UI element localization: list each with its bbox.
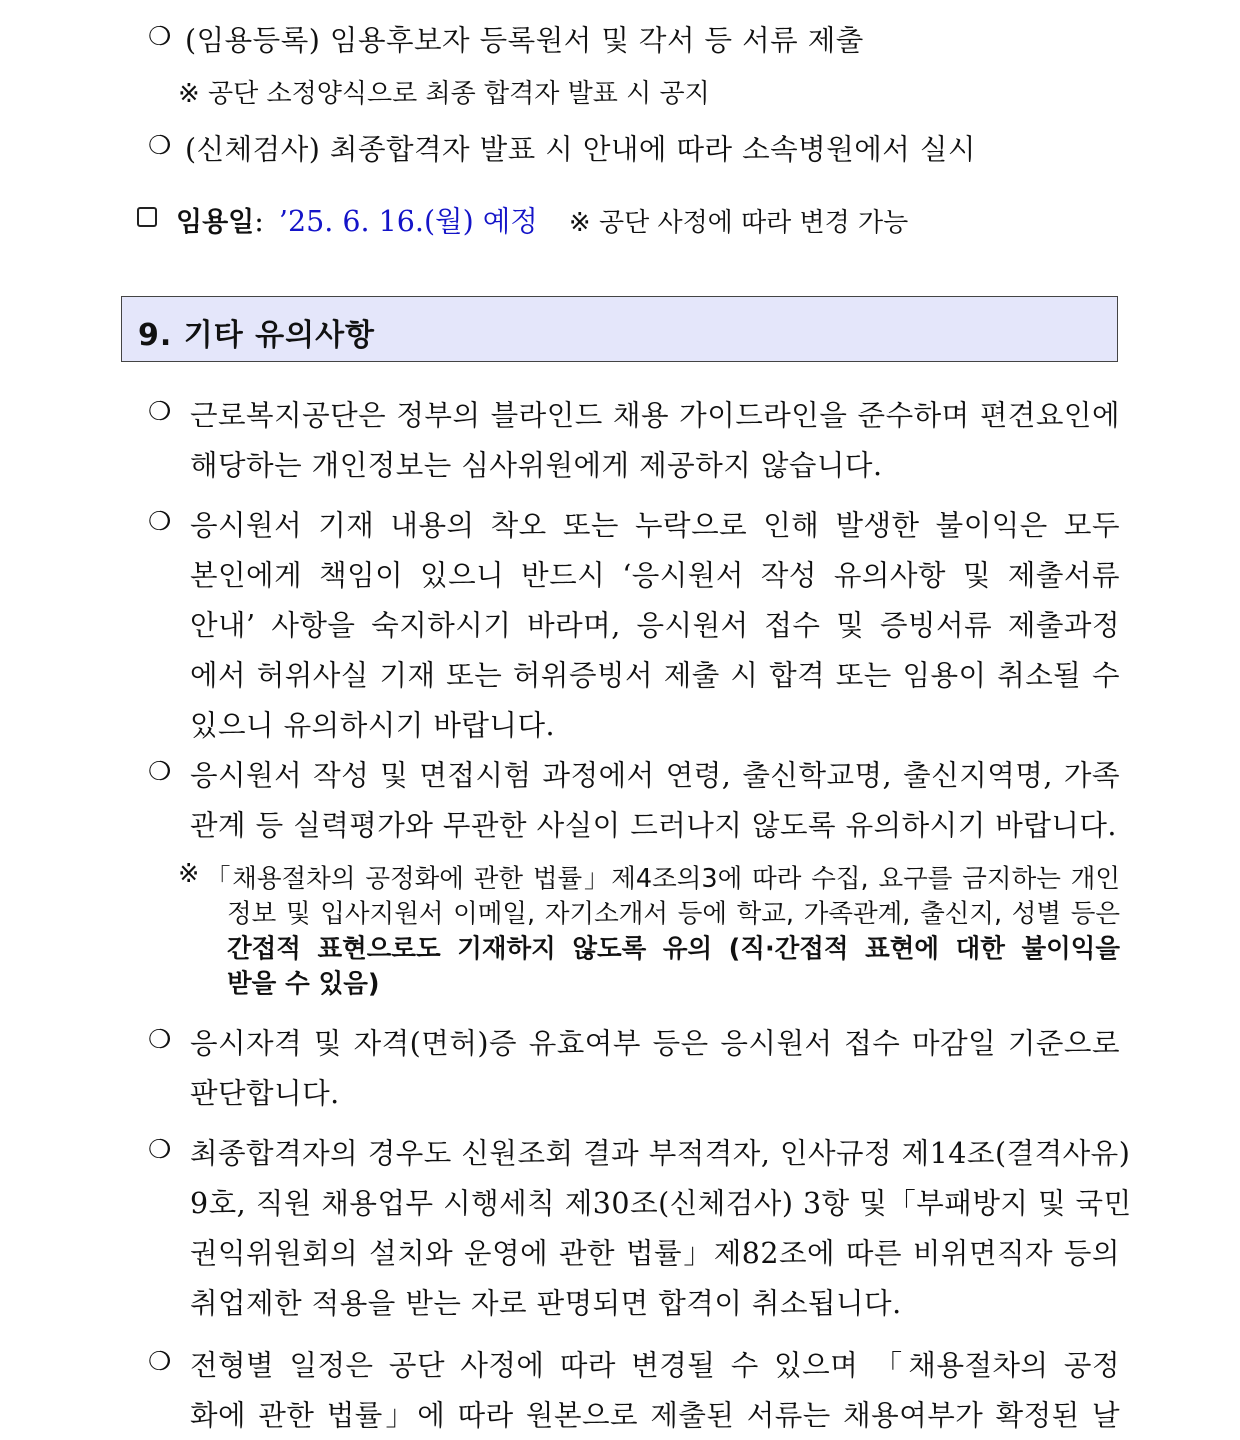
- notice-license-validity-line1: 응시자격 및 자격(면허)증 유효여부 등은 응시원서 접수 마감일 기준으로: [190, 1027, 1120, 1060]
- bullet-icon: ❍: [148, 1347, 172, 1377]
- law-note-line4-bold: 받을 수 있음): [227, 969, 380, 999]
- bullet-icon: ❍: [148, 1135, 172, 1165]
- bullet-icon: ❍: [148, 507, 172, 537]
- notice-schedule-line2: 화에 관한 법률」에 따라 원본으로 제출된 서류는 채용여부가 확정된 날: [190, 1399, 1120, 1432]
- section-title: 9. 기타 유의사항: [138, 318, 376, 353]
- notice-application-errors-line2: 본인에게 책임이 있으니 반드시 ‘응시원서 작성 유의사항 및 제출서류: [190, 559, 1120, 592]
- law-note-line2: 정보 및 입사지원서 이메일, 자기소개서 등에 학교, 가족관계, 출신지, 성별 등은: [227, 899, 1120, 929]
- checkbox-square-icon: [137, 207, 157, 227]
- bullet-icon: ❍: [148, 131, 172, 161]
- notice-disqualification-line3: 권익위원회의 설치와 운영에 관한 법률」제82조에 따른 비위면직자 등의: [190, 1237, 1120, 1270]
- bullet-icon: ❍: [148, 397, 172, 427]
- appointment-date: ’25. 6. 16.(월) 예정: [278, 205, 538, 238]
- list-item-registration: (임용등록) 임용후보자 등록원서 및 각서 등 서류 제출: [185, 24, 864, 57]
- notice-disqualification-line2: 9호, 직원 채용업무 시행세칙 제30조(신체검사) 3항 및「부패방지 및 국민: [190, 1187, 1132, 1220]
- notice-application-errors-line4: 에서 허위사실 기재 또는 허위증빙서 제출 시 합격 또는 임용이 취소될 수: [190, 659, 1120, 692]
- reference-mark: ※: [178, 859, 200, 889]
- notice-license-validity-line2: 판단합니다.: [190, 1077, 340, 1110]
- notice-disqualification-line4: 취업제한 적용을 받는 자로 판명되면 합격이 취소됩니다.: [190, 1287, 902, 1320]
- notice-disqualification-line1: 최종합격자의 경우도 신원조회 결과 부적격자, 인사규정 제14조(결격사유): [190, 1137, 1131, 1170]
- appointment-label: 임용일: [176, 207, 255, 238]
- notice-unrelated-info-line2: 관계 등 실력평가와 무관한 사실이 드러나지 않도록 유의하시기 바랍니다.: [190, 809, 1117, 842]
- bullet-icon: ❍: [148, 1025, 172, 1055]
- notice-blind-hiring-line1: 근로복지공단은 정부의 블라인드 채용 가이드라인을 준수하며 편견요인에: [190, 399, 1120, 432]
- registration-note: ※ 공단 소정양식으로 최종 합격자 발표 시 공지: [178, 79, 710, 109]
- bullet-icon: ❍: [148, 22, 172, 52]
- appointment-note: ※ 공단 사정에 따라 변경 가능: [568, 208, 909, 238]
- list-item-medical-check: (신체검사) 최종합격자 발표 시 안내에 따라 소속병원에서 실시: [185, 133, 976, 166]
- notice-application-errors-line5: 있으니 유의하시기 바랍니다.: [190, 709, 556, 742]
- law-note-line1: 「채용절차의 공정화에 관한 법률」제4조의3에 따라 수집, 요구를 금지하는 개인: [205, 864, 1120, 894]
- appointment-row: [176, 199, 908, 240]
- bullet-icon: ❍: [148, 757, 172, 787]
- notice-schedule-line1: 전형별 일정은 공단 사정에 따라 변경될 수 있으며 「채용절차의 공정: [190, 1349, 1120, 1382]
- notice-unrelated-info-line1: 응시원서 작성 및 면접시험 과정에서 연령, 출신학교명, 출신지역명, 가족: [190, 759, 1120, 792]
- notice-blind-hiring-line2: 해당하는 개인정보는 심사위원에게 제공하지 않습니다.: [190, 449, 883, 482]
- notice-application-errors-line3: 안내’ 사항을 숙지하시기 바라며, 응시원서 접수 및 증빙서류 제출과정: [190, 609, 1120, 642]
- appointment-colon: :: [254, 205, 264, 238]
- notice-application-errors-line1: 응시원서 기재 내용의 착오 또는 누락으로 인해 발생한 불이익은 모두: [190, 509, 1120, 542]
- law-note-line3-bold: 간접적 표현으로도 기재하지 않도록 유의 (직·간접적 표현에 대한 불이익을: [227, 934, 1120, 964]
